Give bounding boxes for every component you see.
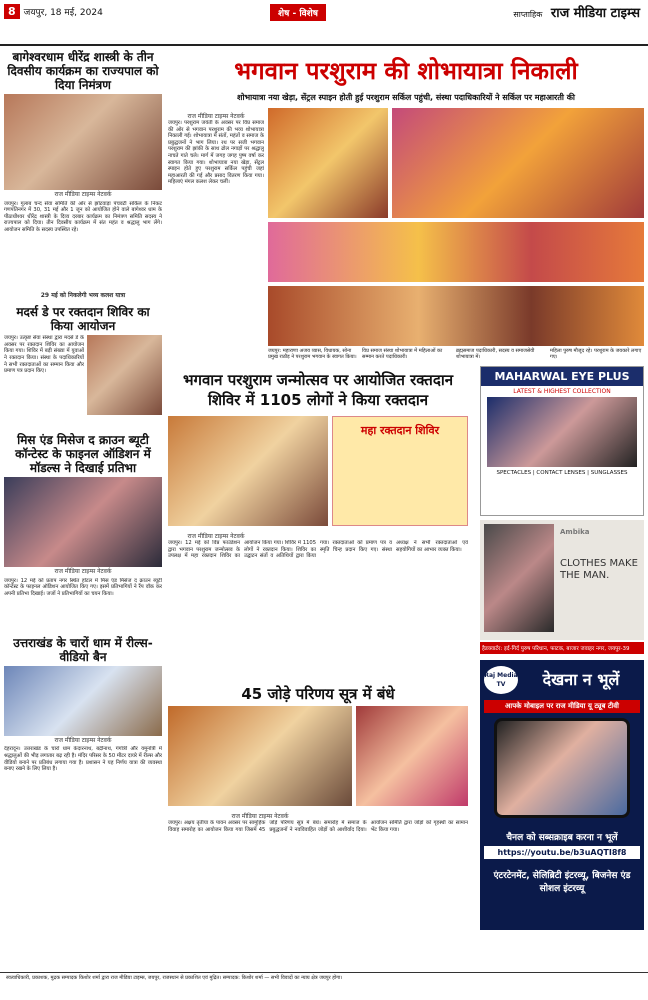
main-photo-2: [392, 108, 644, 218]
blood-photo-2: [332, 416, 468, 526]
clothes-ad: [480, 520, 644, 640]
tv-ad-url[interactable]: https://youtu.be/b3uAQTI8f8: [484, 846, 640, 859]
story4-byline: राज मीडिया टाइम्स नेटवर्क: [54, 736, 112, 744]
clothes-ad-caption: हैडक्वार्टर: इर्द-गिर्द पुरुष परिधान, फाटक, बाजार जवाहर नगर, जयपुर-39: [480, 642, 644, 654]
main-photo-3: [268, 222, 644, 282]
wedding-photo-2: [356, 706, 468, 806]
page-header: [0, 0, 648, 46]
main-headline: भगवान परशुराम की शोभायात्रा निकाली: [234, 57, 578, 85]
story1-photo: [4, 94, 162, 190]
tv-ad: [480, 660, 644, 930]
tv-ad-line: आपके मोबाइल पर राज मीडिया यू ट्यूब टीवी: [484, 700, 640, 713]
imprint-footer: स्वत्वाधिकारी, प्रकाशक, मुद्रक सम्पादक किशोर शर्मा द्वारा राज मीडिया टाइम्स, जयपुर, राजस्थान से प्रकाशित एवं मुद्रित। सम्पादक: किशोर शर्मा — सभी विवादों का न्याय क्षेत्र जयपुर होगा।: [0, 972, 648, 1000]
main-photo-1: [268, 108, 388, 218]
story1-byline: राज मीडिया टाइम्स नेटवर्क: [54, 191, 112, 198]
wedding-body: जयपुर। अक्षय तृतीया के पावन अवसर पर सामूहिक विवाह समारोह का आयोजन किया गया जिसमें 45 जोड़े परिणय सूत्र में बंधे। समारोह में समाज के प्रबुद्धजनों ने नवविवाहित जोड़ों को आशीर्वाद दिया। आयोजन समिति द्वारा जोड़ों को गृहस्थी का सामान भेंट किया गया।: [168, 820, 468, 833]
main-photo-4: [268, 286, 644, 346]
blood-headline: भगवान परशुराम जन्मोत्सव पर आयोजित रक्तदान शिविर में 1105 लोगों ने किया रक्तदान: [182, 371, 454, 409]
eye-ad-line2: SPECTACLES | CONTACT LENSES | SUNGLASSES: [496, 470, 628, 476]
story1-body: जयपुर। गुलाब चन्द सेवा समिति की ओर से झोटवाड़ा पंचवटी सर्किल के निकट गणपतिनगर में 30, 31 मई और 1 जून को आयोजित होने वाले बागेश्वर धाम के पीठाधीश्वर धीरेंद्र शास्त्री के दिव्य दरबार कार्यक्रम का निमंत्रण समिति सदस्य ने राज्यपाल को दिया। तीन दिवसीय कार्यक्रम में संत महंत व श्रद्धालु भाग लेंगे। आयोजन समिति के सदस्य उपस्थित रहे।: [4, 200, 162, 233]
story4-headline: उत्तराखंड के चारों धाम में रील्स-वीडियो बैन: [13, 635, 153, 664]
story1-subhead: 29 मई को निकलेगी भव्य कलश यात्रा: [40, 291, 126, 299]
story4-body: देहरादून। उत्तराखंड के चारों धाम केदारनाथ, बद्रीनाथ, गंगोत्री और यमुनोत्री में श्रद्धालुओं की भीड़ लगातार बढ़ रही है। मंदिर परिसर के 50 मीटर दायरे में रील्स और वीडियो बनाने पर प्रतिबंध लगाया गया है। प्रशासन ने यह निर्णय यात्रा की व्यवस्था बनाए रखने के लिए लिया है।: [4, 746, 162, 773]
story3-headline: मिस एंड मिसेज द क्राउन ब्यूटी कॉन्टेस्ट के फाइनल ऑडिशन में मॉडल्स ने दिखाई प्रतिभा: [15, 433, 151, 476]
clothes-ad-photo: [484, 524, 554, 632]
main-caption-3: ब्रह्मसमाज पदाधिकारी, सदस्य व समाजसेवी शोभायात्रा में।: [456, 348, 535, 360]
story2-photo: [87, 335, 162, 415]
paper-name: राज मीडिया टाइम्स: [550, 6, 640, 21]
main-caption-1: जयपुर: महाराणा अजय व्यास, विधायक, सोना प्रमुख राठौड़ ने परशुराम भगवान के स्वागत किया।: [268, 348, 357, 360]
page-info: [4, 4, 103, 19]
story2-headline: मदर्स डे पर रक्तदान शिविर का किया आयोजन: [16, 305, 150, 334]
story2-body: जयपुर। उत्कृष्ट सेवा संस्था द्वारा मदर्स डे के अवसर पर रक्तदान शिविर का आयोजन किया गया। शिविर में बड़ी संख्या में युवाओं ने रक्तदान किया। संस्था के पदाधिकारियों ने सभी रक्तदाताओं का सम्मान किया और प्रमाण पत्र प्रदान किए।: [4, 335, 84, 375]
story4-photo: [4, 666, 162, 736]
wedding-byline: राज मीडिया टाइम्स नेटवर्क: [231, 813, 289, 820]
blood-photo-1: [168, 416, 328, 526]
tv-ad-logo: Raj Media TV: [484, 666, 518, 694]
blood-byline: राज मीडिया टाइम्स नेटवर्क: [187, 533, 245, 540]
periodicity: साप्ताहिक: [513, 10, 543, 19]
page-date: जयपुर, 18 मई, 2024: [23, 8, 103, 18]
wedding-headline: 45 जोड़े परिणय सूत्र में बंधे: [241, 685, 395, 703]
tv-ad-phone: [494, 718, 630, 818]
main-subheadline: शोभायात्रा नया खेड़ा, सेंट्रल स्पाइन होती हुई परशुराम सर्किल पहुंची, संस्था पदाधिकारियों ने सर्किल पर महाआरती की: [237, 93, 575, 102]
main-byline: राज मीडिया टाइम्स नेटवर्क: [187, 113, 245, 120]
eye-ad-photo: [487, 397, 637, 467]
section-label: शेष - विशेष: [270, 4, 326, 21]
blood-banner-text: महा रक्तदान शिविर: [360, 424, 440, 437]
story1-headline: बागेश्वरधाम धीरेंद्र शास्त्री के तीन दिवसीय कार्यक्रम का राज्यपाल को दिया निमंत्रण: [7, 50, 159, 92]
clothes-ad-tagline: CLOTHES MAKE THE MAN.: [560, 558, 638, 581]
left-column: [4, 48, 162, 936]
wedding-photo-1: [168, 706, 352, 806]
main-body: जयपुर। परशुराम जयंती के अवसर पर विप्र समाज की ओर से भगवान परशुराम की भव्य शोभायात्रा निकाली गई। शोभायात्रा में संतों, महंतों व समाज के प्रबुद्धजनों ने भाग लिया। रथ पर सजी भगवान परशुराम की झांकी के साथ ढोल नगाड़ों पर श्रद्धालु नाचते गाते चले। मार्ग में जगह जगह पुष्प वर्षा कर स्वागत किया गया। शोभायात्रा नया खेड़ा, सेंट्रल स्पाइन होते हुए परशुराम सर्किल पहुंची जहां महाआरती की गई और प्रसाद वितरण किया गया। महिलाएं मंगल कलश लेकर चलीं।: [168, 120, 264, 186]
story3-byline: राज मीडिया टाइम्स नेटवर्क: [54, 568, 112, 576]
clothes-ad-brand: Ambika: [560, 528, 590, 536]
blood-body: जयपुर। 12 मई को विप्र फाउंडेशन द्वारा भगवान परशुराम जन्मोत्सव के उपलक्ष में महा रक्तदान शिविर का आयोजन किया गया। शिविर में 1105 लोगों ने रक्तदान किया। शिविर का उद्घाटन संतों व अतिथियों द्वारा किया गया। रक्तदाताओं को प्रमाण पत्र व स्मृति चिन्ह प्रदान किए गए। संस्था अध्यक्ष ने सभी रक्तदाताओं एवं सहयोगियों का आभार व्यक्त किया।: [168, 540, 468, 560]
main-caption-2: विप्र समाज संस्था शोभायात्रा में महिलाओं का सम्मान करते पदाधिकारी।: [362, 348, 443, 360]
main-caption-4: महिला पुरुष मौजूद रहे। परशुराम के जयकारे लगाए गए।: [550, 348, 642, 360]
tv-ad-heading: देखना न भूलें: [542, 670, 620, 689]
tv-ad-footer: एंटरटेनमेंट, सेलिब्रिटी इंटरव्यू, बिजनेस एंड सोशल इंटरव्यू: [493, 871, 631, 894]
story3-body: जयपुर। 12 मई को प्रताप नगर स्थित होटल में मिस एंड मिसेज द क्राउन ब्यूटी कॉन्टेस्ट के फाइनल ऑडिशन आयोजित किए गए। इसमें प्रतिभागियों ने रैंप वॉक कर अपनी प्रतिभा दिखाई। जजों ने प्रतिभागियों का चयन किया।: [4, 577, 162, 597]
eye-ad: [480, 366, 644, 516]
eye-ad-line1: LATEST & HIGHEST COLLECTION: [513, 388, 611, 395]
eye-ad-title: MAHARWAL EYE PLUS: [481, 367, 643, 386]
masthead: [513, 3, 640, 21]
page-number: 8: [4, 4, 20, 19]
tv-ad-subscribe: चैनल को सब्सक्राइब करना न भूलें: [506, 833, 618, 843]
story3-photo: [4, 477, 162, 567]
